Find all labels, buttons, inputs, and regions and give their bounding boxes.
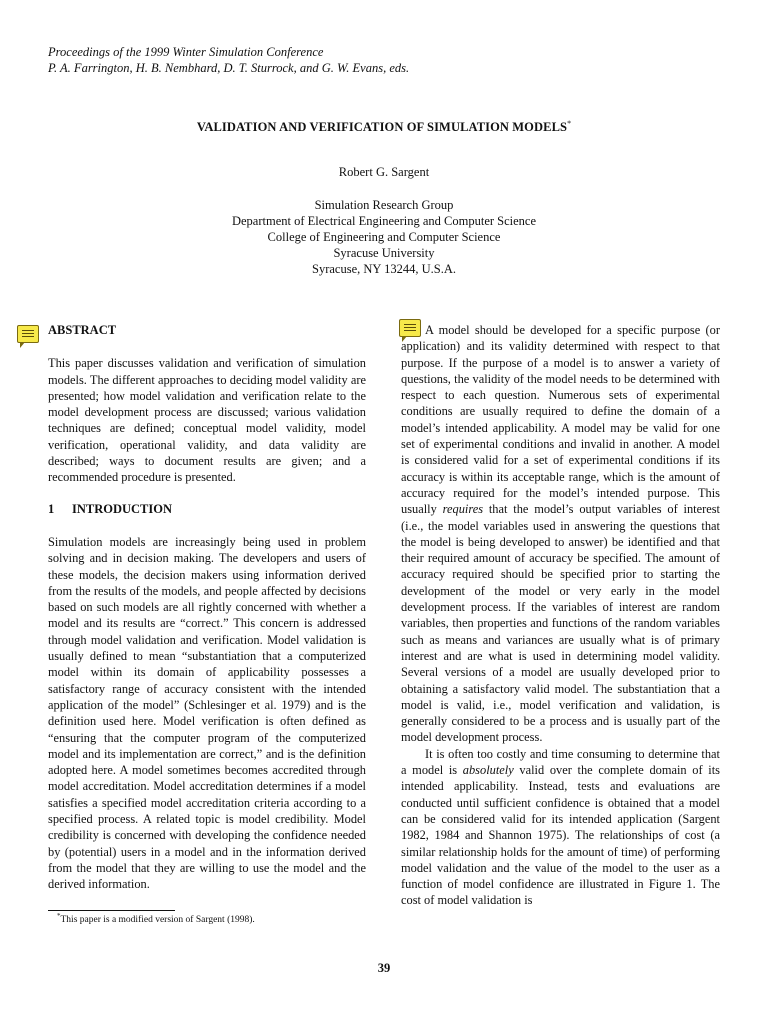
proceedings-title: Proceedings of the 1999 Winter Simulation Conference: [48, 45, 324, 59]
emphasis-text: requires: [442, 502, 484, 517]
abstract-heading: ABSTRACT: [48, 323, 117, 337]
body-paragraph: [401, 746, 720, 909]
page-number: 39: [377, 961, 391, 975]
body-paragraph: [401, 322, 720, 746]
emphasis-text: absolutely: [462, 763, 514, 778]
affiliation-block: [0, 197, 768, 277]
affiliation-line: Department of Electrical Engineering and Computer Science: [231, 214, 537, 228]
affiliation-line: College of Engineering and Computer Science: [267, 230, 501, 244]
paragraph-text: A model should be developed for a specific purpose (or application) and its validity determined with respect to that purpose. If the purpose of a model is to answer a variety of questions, the validity of the model needs to be determined with respect to each question. Numerous sets of experimental conditions are usually required to define the domain of a model’s intended applicability. A model may be valid for one set of experimental conditions and invalid in another. A model is considered valid for a set of experimental conditions if its accuracy is within its acceptable range, which is the amount of accuracy required for the model’s intended purpose. This usually: [401, 323, 720, 517]
proceedings-editors: P. A. Farrington, H. B. Nembhard, D. T. Sturrock, and G. W. Evans, eds.: [48, 61, 410, 75]
affiliation-line: Syracuse University: [333, 246, 435, 260]
paper-title-text: VALIDATION AND VERIFICATION OF SIMULATION MODELS: [196, 120, 568, 135]
proceedings-header: [48, 44, 409, 76]
footnote-rule: [48, 910, 175, 911]
footnote: [57, 912, 255, 925]
section-number: 1: [48, 501, 55, 516]
introduction-text: Simulation models are increasingly being used in problem solving and in decision making. The developers and users of these models, the decision makers using information derived from the results of the models, and people affected by decisions based on such models are all rightly concerned with whether a model and its results are “correct.” This concern is addressed through model validation and verification. Model validation is usually defined to mean “substantiation that a computerized model within its domain of applicability possesses a satisfactory range of accuracy consistent with the intended application of the model” (Schlesinger et al. 1979) and is the definition used here. Model verification is often defined as “ensuring that the computer program of the computerized model and its implementation are correct,” and is the definition adopted here. A model sometimes becomes accredited through model accreditation. Model accreditation determines if a model satisfies a specified model accreditation criteria according to a specified process. A related topic is model credibility. Model credibility is concerned with developing the confidence needed by (potential) users in a model and in the information derived from the model that they are willing to use the model and the derived information.: [48, 534, 366, 892]
paragraph-text: It is often too costly and time consuming to determine that a model is: [401, 746, 720, 778]
abstract-text: This paper discusses validation and verification of simulation models. The different approaches to deciding model validity are presented; how model validation and verification relate to the model development process are discussed; various validation techniques are defined; conceptual model validity, model verification, operational validity, and data validity are described; ways to document results are given; and a recommended procedure is presented.: [48, 356, 366, 485]
title-footnote-mark: *: [567, 119, 572, 128]
introduction-heading: [48, 501, 366, 517]
paragraph-text: that the model’s output variables of interest (i.e., the model variables used in answering the questions that the model is being developed to answer) be identified and that their required amount of accuracy be specified. The amount of accuracy required should be specified prior to starting the development of the model or very early in the model development process. If the variables of interest are random variables, then properties and functions of the random variables such as means and variances are usually what is of primary interest and are what is used in determining model validity. Several versions of a model are usually developed prior to obtaining a satisfactory valid model. The substantiation that a model is valid, i.e., model verification and validation, is generally considered to be a process and is usually part of the model development process.: [401, 502, 721, 745]
affiliation-line: Syracuse, NY 13244, U.S.A.: [312, 262, 456, 276]
left-column: [48, 322, 366, 893]
right-column: [401, 322, 720, 909]
paragraph-text: valid over the complete domain of its intended applicability. Instead, tests and evaluations are conducted until sufficient confidence is obtained that a model can be considered valid for its intended application (Sargent 1982, 1984 and Shannon 1975). The relationships of cost (a similar relationship holds for the amount of time) of performing model validation and the value of the model to the user as a function of model confidence are illustrated in Figure 1. The cost of model validation is: [401, 763, 720, 908]
paper-title: [0, 119, 768, 135]
section-title: INTRODUCTION: [72, 501, 173, 516]
footnote-mark: *: [57, 912, 61, 920]
author-name: Robert G. Sargent: [338, 165, 430, 179]
footnote-text: This paper is a modified version of Sargent (1998).: [60, 915, 255, 926]
affiliation-line: Simulation Research Group: [314, 198, 454, 212]
sticky-note-icon[interactable]: [17, 325, 39, 343]
